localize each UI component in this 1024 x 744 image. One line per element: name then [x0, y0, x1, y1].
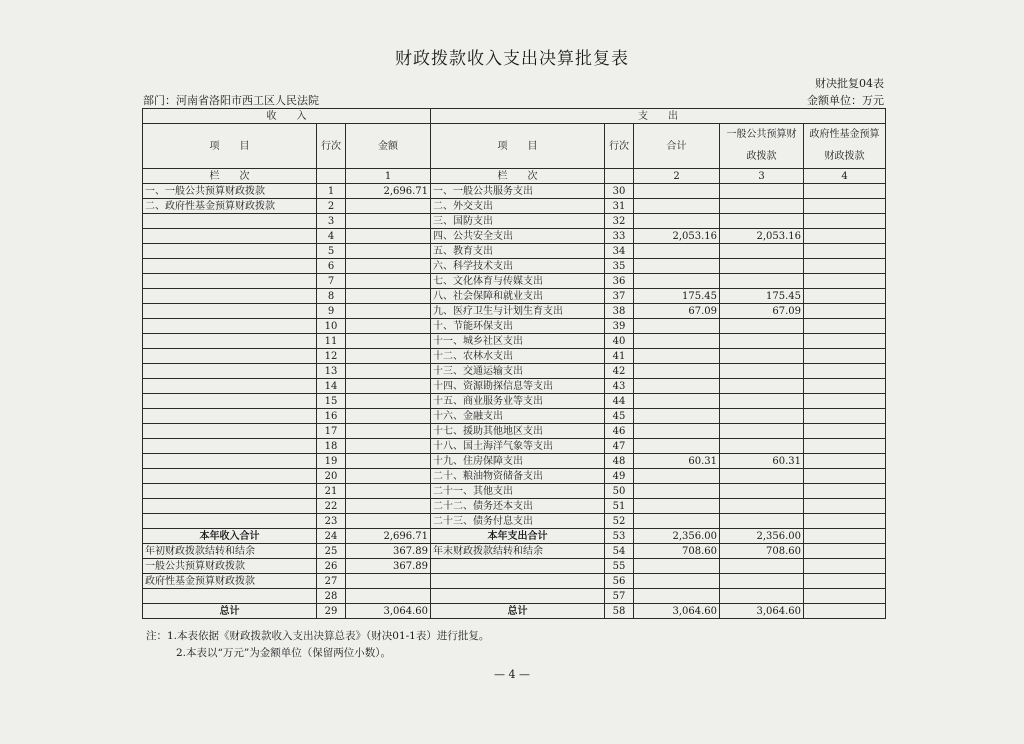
amount-unit-label: 金额单位：万元: [807, 94, 884, 107]
expense-total-cell: 2,053.16: [634, 229, 720, 244]
table-row: [143, 559, 886, 574]
income-row-no-cell: 27: [317, 574, 346, 589]
expense-item-cell: 九、医疗卫生与计划生育支出: [431, 304, 605, 319]
expense-total-cell: [634, 274, 720, 289]
col-number-2: 2: [634, 169, 720, 184]
expense-row-no-cell: 50: [605, 484, 634, 499]
gov-fund-cell: [804, 424, 886, 439]
expense-row-no-cell: 37: [605, 289, 634, 304]
expense-item-cell: 十八、国土海洋气象等支出: [431, 439, 605, 454]
table-row: [143, 529, 886, 544]
income-row-no-cell: 26: [317, 559, 346, 574]
income-amount-cell: [346, 289, 431, 304]
expense-row-no-cell: 38: [605, 304, 634, 319]
general-budget-cell: 60.31: [720, 454, 804, 469]
income-row-no-cell: 28: [317, 589, 346, 604]
table-row: [143, 319, 886, 334]
income-amount-cell: [346, 244, 431, 259]
table-row: [143, 604, 886, 619]
income-row-no-cell: 10: [317, 319, 346, 334]
table-row: [143, 589, 886, 604]
table-row: [143, 184, 886, 199]
income-item-cell: 本年收入合计: [143, 529, 317, 544]
gov-fund-cell: [804, 469, 886, 484]
income-amount-cell: [346, 589, 431, 604]
form-code: 财决批复04表: [815, 77, 884, 90]
gov-fund-header: 政府性基金预算财政拨款: [804, 124, 886, 169]
income-row-no-cell: 4: [317, 229, 346, 244]
income-amount-cell: [346, 409, 431, 424]
table-row: [143, 349, 886, 364]
gov-fund-cell: [804, 289, 886, 304]
table-row: [143, 259, 886, 274]
expense-item-cell: 四、公共安全支出: [431, 229, 605, 244]
expense-row-no-cell: 48: [605, 454, 634, 469]
expense-total-cell: [634, 349, 720, 364]
income-row-no-cell: 16: [317, 409, 346, 424]
expense-no-blank: [605, 169, 634, 184]
general-budget-cell: [720, 559, 804, 574]
expense-item-cell: 本年支出合计: [431, 529, 605, 544]
expense-item-cell: 十一、城乡社区支出: [431, 334, 605, 349]
gov-fund-cell: [804, 559, 886, 574]
income-amount-cell: 367.89: [346, 559, 431, 574]
income-item-cell: [143, 394, 317, 409]
income-row-no-cell: 12: [317, 349, 346, 364]
income-row-no-cell: 21: [317, 484, 346, 499]
general-budget-cell: [720, 394, 804, 409]
general-budget-cell: [720, 379, 804, 394]
income-row-no-cell: 29: [317, 604, 346, 619]
table-row: [143, 229, 886, 244]
income-amount-cell: [346, 229, 431, 244]
expense-item-cell: 一、一般公共服务支出: [431, 184, 605, 199]
general-budget-cell: [720, 589, 804, 604]
table-row: [143, 409, 886, 424]
expense-item-cell: 八、社会保障和就业支出: [431, 289, 605, 304]
expense-row-no-cell: 41: [605, 349, 634, 364]
income-item-cell: [143, 319, 317, 334]
gov-fund-cell: [804, 454, 886, 469]
expense-total-cell: [634, 589, 720, 604]
income-item-cell: [143, 379, 317, 394]
table-row: [143, 439, 886, 454]
expense-row-no-cell: 58: [605, 604, 634, 619]
income-item-cell: [143, 349, 317, 364]
gov-fund-cell: [804, 409, 886, 424]
expense-row-no-cell: 54: [605, 544, 634, 559]
income-amount-cell: 367.89: [346, 544, 431, 559]
gov-fund-cell: [804, 319, 886, 334]
expense-item-cell: 总计: [431, 604, 605, 619]
gov-fund-cell: [804, 544, 886, 559]
income-item-cell: [143, 334, 317, 349]
table-row: [143, 199, 886, 214]
table-row: [143, 274, 886, 289]
gov-fund-cell: [804, 394, 886, 409]
income-amount-cell: [346, 214, 431, 229]
expense-item-cell: 十四、资源勘探信息等支出: [431, 379, 605, 394]
gov-fund-cell: [804, 589, 886, 604]
expense-total-cell: [634, 394, 720, 409]
gov-fund-cell: [804, 214, 886, 229]
income-row-no-cell: 5: [317, 244, 346, 259]
income-row-no-cell: 2: [317, 199, 346, 214]
income-row-no-cell: 17: [317, 424, 346, 439]
expense-item-cell: 二、外交支出: [431, 199, 605, 214]
table-row: [143, 544, 886, 559]
expense-row-no-cell: 34: [605, 244, 634, 259]
expense-item-cell: 五、教育支出: [431, 244, 605, 259]
income-item-cell: [143, 469, 317, 484]
income-amount-cell: [346, 334, 431, 349]
expense-item-cell: 二十一、其他支出: [431, 484, 605, 499]
income-item-cell: 一般公共预算财政拨款: [143, 559, 317, 574]
income-amount-cell: [346, 514, 431, 529]
income-amount-cell: [346, 499, 431, 514]
expense-row-no-cell: 57: [605, 589, 634, 604]
general-budget-cell: 175.45: [720, 289, 804, 304]
income-amount-cell: [346, 454, 431, 469]
table-row: [143, 364, 886, 379]
expense-total-cell: [634, 559, 720, 574]
general-budget-cell: [720, 184, 804, 199]
expense-item-cell: 十三、交通运输支出: [431, 364, 605, 379]
general-budget-cell: 2,053.16: [720, 229, 804, 244]
gov-fund-cell: [804, 334, 886, 349]
expense-total-cell: 3,064.60: [634, 604, 720, 619]
header-row-1: [143, 109, 886, 124]
gov-fund-cell: [804, 304, 886, 319]
expense-item-cell: 十、节能环保支出: [431, 319, 605, 334]
general-budget-cell: 3,064.60: [720, 604, 804, 619]
income-row-no-cell: 22: [317, 499, 346, 514]
gov-fund-cell: [804, 364, 886, 379]
expense-row-no-cell: 39: [605, 319, 634, 334]
expense-item-cell: 七、文化体育与传媒支出: [431, 274, 605, 289]
expense-item-cell: [431, 589, 605, 604]
general-budget-cell: [720, 349, 804, 364]
income-row-no-cell: 13: [317, 364, 346, 379]
expense-total-header: 合计: [634, 124, 720, 169]
expense-row-no-header: 行次: [605, 124, 634, 169]
expense-total-cell: [634, 574, 720, 589]
expense-row-no-cell: 44: [605, 394, 634, 409]
gov-fund-cell: [804, 379, 886, 394]
expense-item-cell: 十七、援助其他地区支出: [431, 424, 605, 439]
income-row-no-header: 行次: [317, 124, 346, 169]
income-item-cell: 二、政府性基金预算财政拨款: [143, 199, 317, 214]
general-budget-cell: [720, 424, 804, 439]
expense-row-no-cell: 42: [605, 364, 634, 379]
income-amount-cell: [346, 319, 431, 334]
income-amount-cell: [346, 349, 431, 364]
expense-row-no-cell: 49: [605, 469, 634, 484]
gov-fund-cell: [804, 439, 886, 454]
expense-total-cell: 60.31: [634, 454, 720, 469]
income-amount-cell: [346, 469, 431, 484]
expense-row-no-cell: 46: [605, 424, 634, 439]
income-amount-cell: [346, 259, 431, 274]
income-amount-cell: [346, 379, 431, 394]
expense-row-no-cell: 53: [605, 529, 634, 544]
general-budget-cell: 708.60: [720, 544, 804, 559]
expense-total-cell: [634, 244, 720, 259]
expense-row-no-cell: 55: [605, 559, 634, 574]
table-row: [143, 244, 886, 259]
income-amount-cell: [346, 439, 431, 454]
income-row-no-cell: 8: [317, 289, 346, 304]
expense-item-cell: 十六、金融支出: [431, 409, 605, 424]
expense-total-cell: [634, 214, 720, 229]
table-row: [143, 424, 886, 439]
expense-row-no-cell: 45: [605, 409, 634, 424]
general-budget-cell: [720, 499, 804, 514]
expense-item-header: 项 目: [431, 124, 605, 169]
income-row-no-cell: 15: [317, 394, 346, 409]
expense-row-no-cell: 32: [605, 214, 634, 229]
table-row: [143, 574, 886, 589]
expense-row-no-cell: 40: [605, 334, 634, 349]
expense-total-cell: 67.09: [634, 304, 720, 319]
general-budget-cell: [720, 244, 804, 259]
income-item-cell: [143, 454, 317, 469]
income-item-cell: 政府性基金预算财政拨款: [143, 574, 317, 589]
income-amount-cell: [346, 304, 431, 319]
expense-total-cell: [634, 364, 720, 379]
income-amount-header: 金额: [346, 124, 431, 169]
income-amount-cell: 2,696.71: [346, 529, 431, 544]
income-row-no-cell: 7: [317, 274, 346, 289]
income-column-label: 栏 次: [143, 169, 317, 184]
col-number-3: 3: [720, 169, 804, 184]
expense-row-no-cell: 43: [605, 379, 634, 394]
table-row: [143, 334, 886, 349]
income-item-cell: 年初财政拨款结转和结余: [143, 544, 317, 559]
gov-fund-cell: [804, 499, 886, 514]
income-item-cell: [143, 409, 317, 424]
table-row: [143, 484, 886, 499]
expense-row-no-cell: 56: [605, 574, 634, 589]
expense-total-cell: [634, 379, 720, 394]
general-budget-cell: 67.09: [720, 304, 804, 319]
general-budget-cell: [720, 409, 804, 424]
income-row-no-cell: 3: [317, 214, 346, 229]
income-item-cell: 总计: [143, 604, 317, 619]
expense-total-cell: [634, 439, 720, 454]
expense-item-cell: 十五、商业服务业等支出: [431, 394, 605, 409]
expense-total-cell: [634, 514, 720, 529]
table-row: [143, 304, 886, 319]
header-row-2: [143, 124, 886, 169]
income-row-no-cell: 24: [317, 529, 346, 544]
expense-total-cell: [634, 319, 720, 334]
column-number-row: [143, 169, 886, 184]
income-item-cell: [143, 424, 317, 439]
general-budget-cell: [720, 514, 804, 529]
expense-total-cell: 708.60: [634, 544, 720, 559]
col-number-1: 1: [346, 169, 431, 184]
income-amount-cell: [346, 574, 431, 589]
general-budget-cell: [720, 574, 804, 589]
income-row-no-cell: 23: [317, 514, 346, 529]
gov-fund-cell: [804, 574, 886, 589]
income-row-no-cell: 18: [317, 439, 346, 454]
expense-row-no-cell: 30: [605, 184, 634, 199]
income-row-no-cell: 1: [317, 184, 346, 199]
expense-row-no-cell: 51: [605, 499, 634, 514]
income-row-no-cell: 25: [317, 544, 346, 559]
income-row-no-cell: 11: [317, 334, 346, 349]
expense-row-no-cell: 52: [605, 514, 634, 529]
general-budget-cell: [720, 259, 804, 274]
income-item-cell: 一、一般公共预算财政拨款: [143, 184, 317, 199]
general-budget-cell: [720, 199, 804, 214]
table-row: [143, 499, 886, 514]
income-amount-cell: [346, 199, 431, 214]
general-budget-cell: [720, 214, 804, 229]
general-budget-cell: 2,356.00: [720, 529, 804, 544]
expense-total-cell: [634, 409, 720, 424]
expense-row-no-cell: 36: [605, 274, 634, 289]
table-row: [143, 469, 886, 484]
expense-total-cell: 2,356.00: [634, 529, 720, 544]
expense-item-cell: 二十三、债务付息支出: [431, 514, 605, 529]
expense-item-cell: 六、科学技术支出: [431, 259, 605, 274]
table-row: [143, 214, 886, 229]
page-number: — 4 —: [494, 668, 530, 681]
income-amount-cell: [346, 424, 431, 439]
expense-item-cell: [431, 559, 605, 574]
expense-total-cell: [634, 199, 720, 214]
expense-item-cell: [431, 574, 605, 589]
department-label: 部门：河南省洛阳市西工区人民法院: [143, 94, 319, 107]
income-item-cell: [143, 589, 317, 604]
income-item-cell: [143, 274, 317, 289]
page-title: 财政拨款收入支出决算批复表: [395, 49, 629, 69]
gov-fund-cell: [804, 529, 886, 544]
expense-column-label: 栏 次: [431, 169, 605, 184]
gov-fund-cell: [804, 349, 886, 364]
expense-item-cell: 三、国防支出: [431, 214, 605, 229]
table-row: [143, 514, 886, 529]
expense-row-no-cell: 33: [605, 229, 634, 244]
notes: [146, 628, 489, 662]
col-number-4: 4: [804, 169, 886, 184]
income-amount-cell: 3,064.60: [346, 604, 431, 619]
expense-item-cell: 二十二、债务还本支出: [431, 499, 605, 514]
general-budget-cell: [720, 334, 804, 349]
table-row: [143, 379, 886, 394]
income-item-cell: [143, 259, 317, 274]
gov-fund-cell: [804, 199, 886, 214]
general-budget-cell: [720, 439, 804, 454]
note-2: 2.本表以“万元”为金额单位（保留两位小数）。: [176, 647, 392, 659]
expense-total-cell: [634, 259, 720, 274]
expense-row-no-cell: 47: [605, 439, 634, 454]
general-budget-cell: [720, 484, 804, 499]
expense-total-cell: [634, 184, 720, 199]
income-row-no-cell: 19: [317, 454, 346, 469]
expense-item-cell: 十二、农林水支出: [431, 349, 605, 364]
expense-total-cell: [634, 484, 720, 499]
income-item-cell: [143, 229, 317, 244]
expense-total-cell: [634, 469, 720, 484]
expense-header: 支 出: [431, 109, 886, 124]
income-item-cell: [143, 484, 317, 499]
income-item-cell: [143, 439, 317, 454]
income-amount-cell: 2,696.71: [346, 184, 431, 199]
gov-fund-cell: [804, 484, 886, 499]
income-item-cell: [143, 289, 317, 304]
expense-item-cell: 年末财政拨款结转和结余: [431, 544, 605, 559]
income-amount-cell: [346, 364, 431, 379]
income-amount-cell: [346, 394, 431, 409]
expense-item-cell: 十九、住房保障支出: [431, 454, 605, 469]
income-item-cell: [143, 364, 317, 379]
general-budget-cell: [720, 274, 804, 289]
expense-total-cell: 175.45: [634, 289, 720, 304]
income-item-cell: [143, 499, 317, 514]
income-header: 收 入: [143, 109, 431, 124]
income-item-cell: [143, 514, 317, 529]
table-row: [143, 289, 886, 304]
gov-fund-cell: [804, 229, 886, 244]
expense-total-cell: [634, 334, 720, 349]
income-item-cell: [143, 304, 317, 319]
income-item-cell: [143, 214, 317, 229]
expense-total-cell: [634, 499, 720, 514]
appropriation-table: [142, 108, 886, 619]
income-no-blank: [317, 169, 346, 184]
expense-total-cell: [634, 424, 720, 439]
general-budget-cell: [720, 364, 804, 379]
general-budget-header: 一般公共预算财政拨款: [720, 124, 804, 169]
expense-row-no-cell: 35: [605, 259, 634, 274]
table-row: [143, 454, 886, 469]
expense-item-cell: 二十、粮油物资储备支出: [431, 469, 605, 484]
expense-row-no-cell: 31: [605, 199, 634, 214]
income-row-no-cell: 9: [317, 304, 346, 319]
income-row-no-cell: 6: [317, 259, 346, 274]
gov-fund-cell: [804, 604, 886, 619]
gov-fund-cell: [804, 514, 886, 529]
gov-fund-cell: [804, 184, 886, 199]
income-amount-cell: [346, 484, 431, 499]
income-item-header: 项 目: [143, 124, 317, 169]
income-item-cell: [143, 244, 317, 259]
gov-fund-cell: [804, 259, 886, 274]
table-row: [143, 394, 886, 409]
general-budget-cell: [720, 319, 804, 334]
income-row-no-cell: 14: [317, 379, 346, 394]
income-row-no-cell: 20: [317, 469, 346, 484]
gov-fund-cell: [804, 274, 886, 289]
general-budget-cell: [720, 469, 804, 484]
note-1: 注：1.本表依据《财政拨款收入支出决算总表》（财决01-1表）进行批复。: [146, 630, 490, 642]
income-amount-cell: [346, 274, 431, 289]
gov-fund-cell: [804, 244, 886, 259]
